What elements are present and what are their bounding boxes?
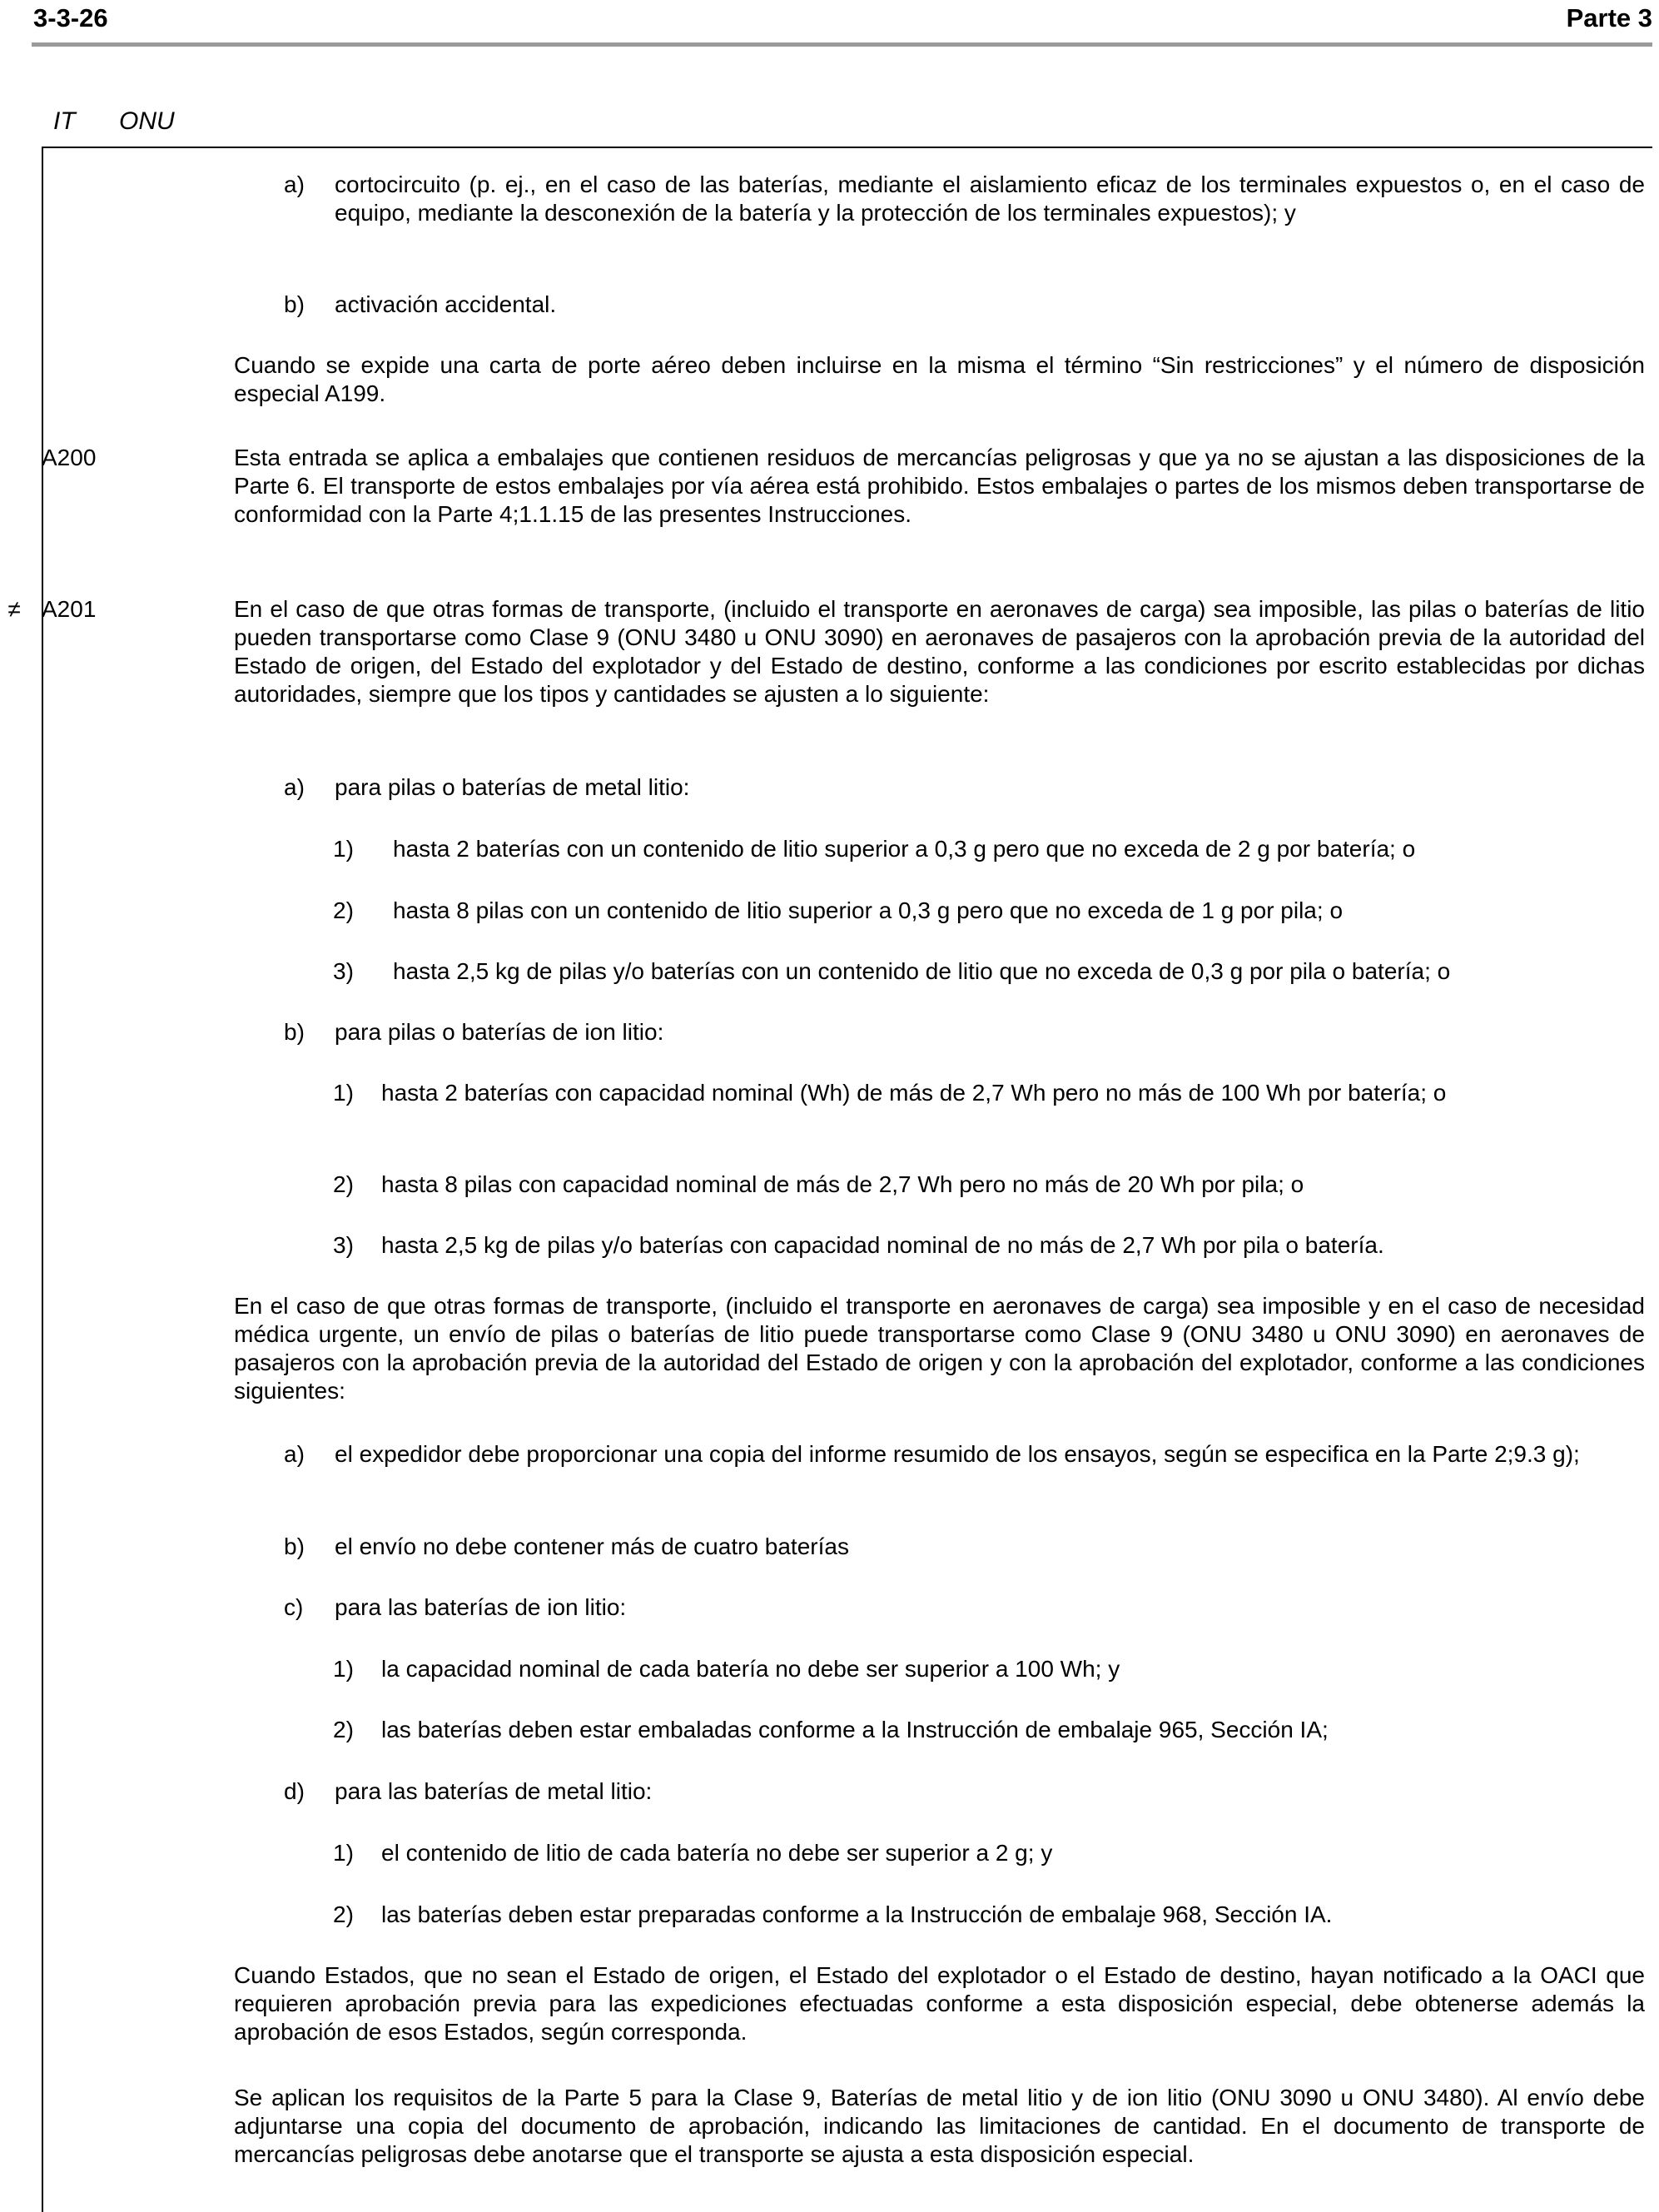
provision-a201-intro: En el caso de que otras formas de transporte, (incluido el transporte en aeronaves de carga) sea imposible, las pilas o baterías de litio pueden transportarse como Clase 9 (ONU 3480 u ONU 3090) en aeronaves de pasajeros con la aprobación previa de la autoridad del Estado de origen, del Estado del explotador y del Estado de destino, conforme a las condiciones por escrito establecidas por dichas autoridades, siempre que los tipos y cantidades se ajusten a lo siguiente: (234, 596, 1645, 707)
subitem-label: 2) (333, 1901, 354, 1927)
subitem-text: hasta 8 pilas con un contenido de litio superior a 0,3 g pero que no exceda de 1 g por pila; o (393, 897, 1344, 923)
paragraph: Cuando se expide una carta de porte aéreo deben incluirse en la misma el término “Sin restricciones” y el número de disposición especial A199. (234, 352, 1645, 406)
item-text: para pilas o baterías de metal litio: (335, 774, 690, 800)
item-label: b) (284, 291, 305, 317)
subitem-text: las baterías deben estar embaladas conforme a la Instrucción de embalaje 965, Sección IA; (381, 1717, 1329, 1742)
item-text: activación accidental. (335, 291, 557, 317)
paragraph: Cuando Estados, que no sean el Estado de origen, el Estado del explotador o el Estado de destino, hayan notificado a la OACI que requieren aprobación previa para las expediciones efectuadas conforme a esta disposición especial, debe obtenerse además la aprobación de esos Estados, según corresponda. (234, 1962, 1645, 2045)
item-text: el expedidor debe proporcionar una copia del informe resumido de los ensayos, según se especifica en la Parte 2;9.3 g); (335, 1441, 1580, 1467)
item-text: para las baterías de ion litio: (335, 1594, 627, 1620)
subitem-label: 2) (333, 1717, 354, 1742)
subitem-text: las baterías deben estar preparadas conforme a la Instrucción de embalaje 968, Sección IA. (381, 1901, 1333, 1927)
subitem-text: hasta 2,5 kg de pilas y/o baterías con capacidad nominal de no más de 2,7 Wh por pila o batería. (381, 1232, 1384, 1258)
subitem-text: el contenido de litio de cada batería no debe ser superior a 2 g; y (381, 1840, 1053, 1866)
item-label: a) (284, 171, 305, 197)
item-label: c) (284, 1594, 304, 1620)
subitem-label: 1) (333, 1080, 354, 1106)
provision-a200-text: Esta entrada se aplica a embalajes que contienen residuos de mercancías peligrosas y que ya no se ajustan a las disposiciones de la Parte 6. El transporte de estos embalajes por vía aérea está prohibido. Estos embalajes o partes de los mismos deben transportarse de conformidad con la Parte 4;1.1.15 de las presentes Instrucciones. (234, 445, 1645, 527)
item-text: cortocircuito (p. ej., en el caso de las baterías, mediante el aislamiento eficaz de los terminales expuestos o, en el caso de equipo, mediante la desconexión de la batería y la protección de los terminales expuestos); y (335, 171, 1645, 226)
subitem-text: la capacidad nominal de cada batería no debe ser superior a 100 Wh; y (381, 1656, 1120, 1682)
subitem-text: hasta 2 baterías con capacidad nominal (Wh) de más de 2,7 Wh pero no más de 100 Wh por batería; o (381, 1080, 1447, 1106)
part-label: Parte 3 (1566, 3, 1652, 32)
subitem-text: hasta 2 baterías con un contenido de litio superior a 0,3 g pero que no exceda de 2 g por batería; o (393, 836, 1416, 862)
item-label: d) (284, 1778, 305, 1804)
item-label: b) (284, 1533, 305, 1559)
provision-code-a201: A201 (42, 596, 97, 622)
item-text: para las baterías de metal litio: (335, 1778, 653, 1804)
subitem-label: 1) (333, 836, 354, 862)
paragraph: En el caso de que otras formas de transporte, (incluido el transporte en aeronaves de carga) sea imposible y en el caso de necesidad médica urgente, un envío de pilas o baterías de litio puede transportarse como Clase 9 (ONU 3480 u ONU 3090) en aeronaves de pasajeros con la aprobación previa de la autoridad del Estado de origen y con la aprobación del explotador, conforme a las condiciones siguientes: (234, 1293, 1645, 1404)
subitem-label: 3) (333, 1232, 354, 1258)
page-number: 3-3-26 (33, 3, 108, 32)
item-label: a) (284, 774, 305, 800)
paragraph: Se aplican los requisitos de la Parte 5 para la Clase 9, Baterías de metal litio y de ion litio (ONU 3090 u ONU 3480). Al envío debe adjuntarse una copia del documento de aprobación, indicando las limitaciones de cantidad. En el documento de transporte de mercancías peligrosas debe anotarse que el transporte se ajusta a esta disposición especial. (234, 2085, 1645, 2167)
item-label: b) (284, 1019, 305, 1045)
subitem-label: 1) (333, 1840, 354, 1866)
subitem-label: 1) (333, 1656, 354, 1682)
item-text: para pilas o baterías de ion litio: (335, 1019, 664, 1045)
subitem-label: 3) (333, 958, 354, 984)
subitem-label: 2) (333, 897, 354, 923)
header-rule (32, 42, 1652, 47)
item-label: a) (284, 1441, 305, 1467)
subitem-text: hasta 8 pilas con capacidad nominal de más de 2,7 Wh pero no más de 20 Wh por pila; o (381, 1171, 1304, 1197)
change-mark-icon: ≠ (7, 596, 21, 622)
column-header-rule (42, 147, 1652, 148)
column-onu: ONU (119, 107, 175, 135)
column-it: IT (53, 107, 76, 135)
item-text: el envío no debe contener más de cuatro baterías (335, 1533, 849, 1559)
subitem-label: 2) (333, 1171, 354, 1197)
provision-code-a200: A200 (42, 445, 97, 470)
subitem-text: hasta 2,5 kg de pilas y/o baterías con un contenido de litio que no exceda de 0,3 g por pila o batería; o (393, 958, 1451, 984)
